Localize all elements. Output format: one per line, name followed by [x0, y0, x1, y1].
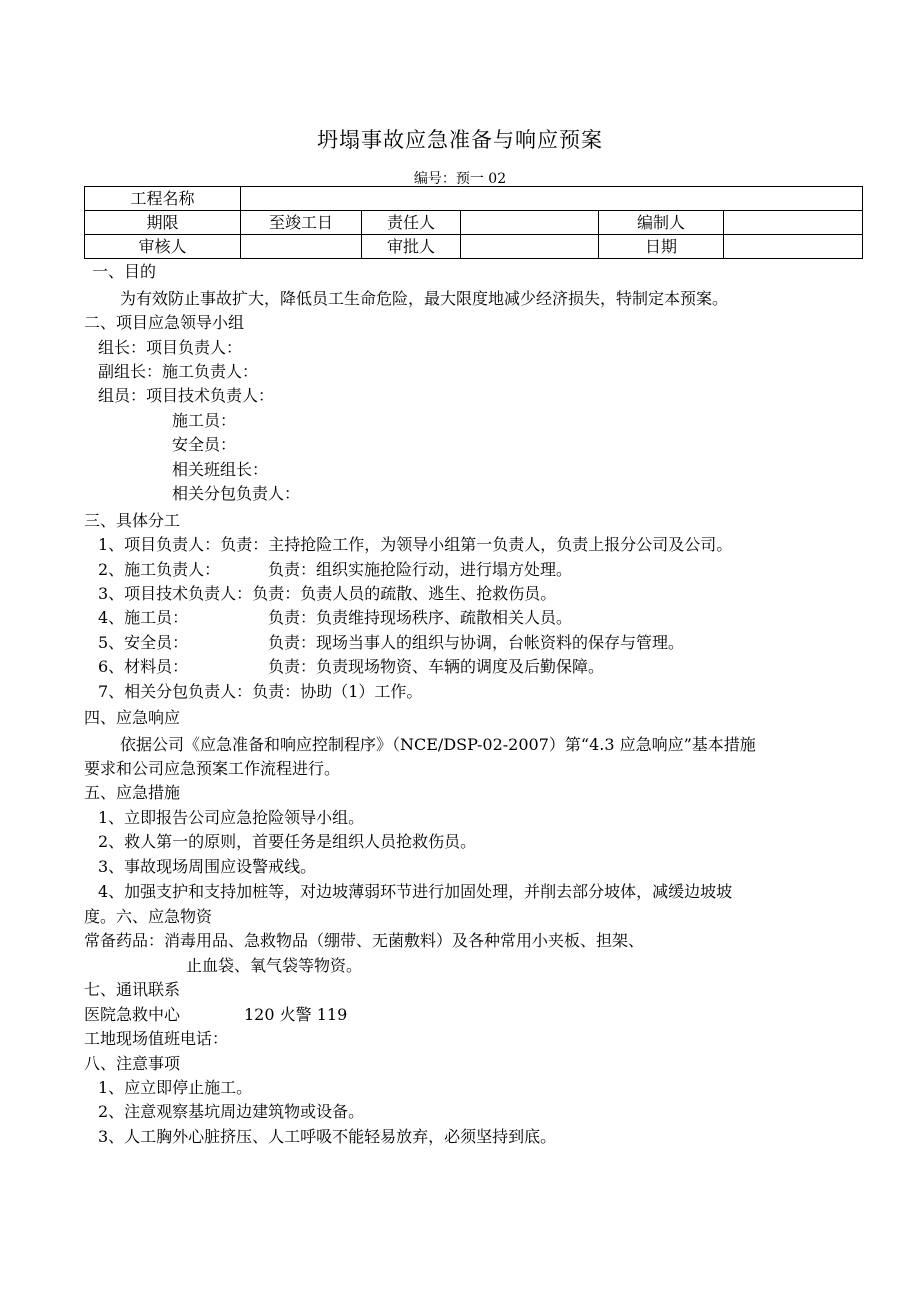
division-item [98, 533, 732, 557]
leader-line: 组长：项目负责人： [98, 338, 243, 357]
project-name-label: 工程名称 [85, 187, 241, 211]
approver-label: 审批人 [362, 235, 461, 259]
member-construction: 施工员： [172, 411, 237, 430]
division-duty: 负责：负责人员的疏散、逃生、抢救伤员。 [252, 584, 557, 603]
document-title: 坍塌事故应急准备与响应预案 [317, 128, 603, 152]
contact-line [84, 1003, 347, 1027]
date-label: 日期 [599, 235, 724, 259]
measure-item: 3、事故现场周围应设警戒线。 [98, 857, 317, 876]
section-heading-division: 三、具体分工 [84, 511, 181, 530]
division-item [98, 680, 422, 704]
period-value: 至竣工日 [241, 211, 362, 235]
supplies-text-cont: 止血袋、氧气袋等物资。 [186, 956, 363, 975]
division-role: 5、安全员： [98, 633, 189, 652]
site-phone-line: 工地现场值班电话： [84, 1029, 229, 1048]
table-row [85, 211, 863, 235]
section-heading-response: 四、应急响应 [84, 708, 181, 727]
member-subcontract: 相关分包负责人： [172, 484, 301, 503]
header-info-table [84, 186, 863, 259]
approver-value [461, 235, 599, 259]
division-role: 2、施工负责人： [98, 560, 221, 579]
member-line: 组员：项目技术负责人： [98, 386, 275, 405]
division-duty: 负责：负责现场物资、车辆的调度及后勤保障。 [268, 657, 605, 676]
response-text: 依据公司《应急准备和响应控制程序》（NCE/DSP-02-2007）第“4.3 应急响应”基本措施 [120, 735, 756, 754]
supplies-text: 常备药品：消毒用品、急救物品（绷带、无菌敷料）及各种常用小夹板、担架、 [84, 931, 645, 950]
date-value [724, 235, 863, 259]
division-duty: 负责：协助（1）工作。 [252, 682, 423, 701]
division-role: 6、材料员： [98, 657, 189, 676]
section-heading-measures: 五、应急措施 [84, 783, 181, 802]
purpose-text: 为有效防止事故扩大，降低员工生命危险，最大限度地减少经济损失，特制定本预案。 [120, 289, 729, 308]
division-item [98, 558, 572, 582]
division-duty: 负责：组织实施抢险行动，进行塌方处理。 [268, 560, 573, 579]
measure-item: 4、加强支护和支持加桩等，对边坡薄弱环节进行加固处理，并削去部分坡体，减缓边坡坡 [98, 882, 733, 901]
section-heading-supplies: 度。六、应急物资 [84, 907, 213, 926]
member-team-leader: 相关班组长： [172, 460, 269, 479]
division-duty: 负责：负责维持现场秩序、疏散相关人员。 [268, 608, 573, 627]
division-item [98, 655, 604, 679]
document-number: 编号：预一 02 [413, 171, 507, 187]
responsible-value [461, 211, 599, 235]
emergency-numbers: 120 火警 119 [244, 1005, 348, 1024]
division-duty: 负责：现场当事人的组织与协调，台帐资料的保存与管理。 [268, 633, 685, 652]
member-safety: 安全员： [172, 435, 237, 454]
section-heading-contact: 七、通讯联系 [84, 980, 181, 999]
division-role: 7、相关分包负责人： [98, 682, 253, 701]
division-item [98, 606, 572, 630]
table-row [85, 235, 863, 259]
division-role: 1、项目负责人： [98, 535, 221, 554]
section-heading-leadership: 二、项目应急领导小组 [84, 313, 245, 332]
response-text-cont: 要求和公司应急预案工作流程进行。 [84, 759, 341, 778]
note-item: 2、注意观察基坑周边建筑物或设备。 [98, 1102, 365, 1121]
period-label: 期限 [85, 211, 241, 235]
measure-item: 1、立即报告公司应急抢险领导小组。 [98, 808, 365, 827]
division-item [98, 582, 556, 606]
reviewer-label: 审核人 [85, 235, 241, 259]
deputy-leader-line: 副组长：施工负责人： [98, 362, 259, 381]
compiler-value [724, 211, 863, 235]
note-item: 1、应立即停止施工。 [98, 1078, 253, 1097]
table-row [85, 187, 863, 211]
reviewer-value [241, 235, 362, 259]
division-item [98, 631, 684, 655]
hospital-label: 医院急救中心 [84, 1005, 181, 1024]
section-heading-notes: 八、注意事项 [84, 1054, 181, 1073]
measure-item: 2、救人第一的原则，首要任务是组织人员抢救伤员。 [98, 832, 477, 851]
division-duty: 负责：主持抢险工作，为领导小组第一负责人，负责上报分公司及公司。 [220, 535, 733, 554]
project-name-value [241, 187, 863, 211]
division-role: 4、施工员： [98, 608, 189, 627]
compiler-label: 编制人 [599, 211, 724, 235]
note-item: 3、人工胸外心脏挤压、人工呼吸不能轻易放弃，必须坚持到底。 [98, 1127, 557, 1146]
responsible-label: 责任人 [362, 211, 461, 235]
section-heading-purpose: 一、目的 [92, 262, 157, 281]
division-role: 3、项目技术负责人： [98, 584, 253, 603]
